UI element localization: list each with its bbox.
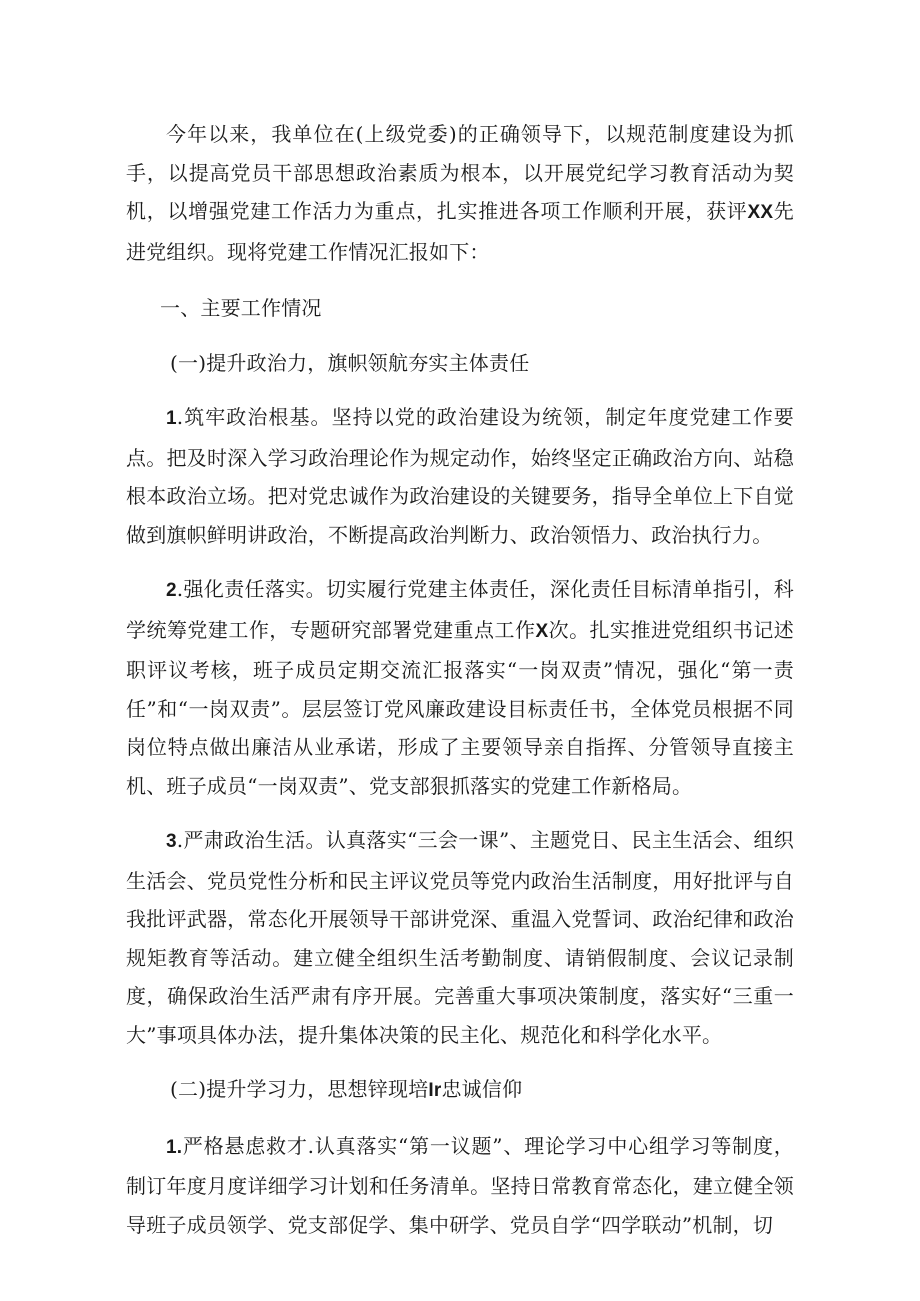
item-text-part1: .强化责任落实。切实履行党建主体责任，深化责任目标清单指引，科学统筹党建工作，专题研究部署党建重点工作 (126, 577, 794, 642)
intro-text-part2: 先进党组织。现将党建工作情况汇报如下： (126, 199, 794, 264)
intro-paragraph (126, 115, 794, 271)
item-paragraph-4 (126, 1127, 794, 1245)
subsection-text-part1: (二)提升学习力，思想锌现培 (170, 1077, 429, 1101)
subsection-heading-political: (一)提升政治力，旗帜领航夯实主体责任 (170, 350, 530, 375)
item-paragraph-1 (126, 398, 794, 554)
subsection-heading-learning (126, 1070, 794, 1111)
item-paragraph-3 (126, 821, 794, 1054)
section-heading-main-work: 一、主要工作情况 (160, 296, 322, 320)
item-text: 严格悬虑救才.认真落实“第一议题”、理论学习中心组学习等制度，制订年度月度详细学习计划和任务清单。坚持日常教育常态化，建立健全领导班子成员领学、党支部促学、集中研学、党员自学“四学联动”机制，切 (126, 1133, 794, 1237)
item-text-part2: 次。扎实推进党组织书记述职评议考核，班子成员定期交流汇报落实“一岗双责”情况，强化“第一责任”和“一岗双责”。层层签订党风廉政建设目标责任书，全体党员根据不同岗位特点做出廉洁从业承诺，形成了主要领导亲自指挥、分管领导直接主机、班子成员“一岗双责”、党支部狠抓落实的党建工作新格局。 (126, 617, 794, 798)
item-number: 1. (166, 1136, 183, 1158)
intro-placeholder-bold: XX (747, 202, 774, 223)
intro-text-part1: 今年以来，我单位在(上级党委)的正确领导下，以规范制度建设为抓手，以提高党员干部思想政治素质为根本，以开展党纪学习教育活动为契机，以增强党建工作活力为重点，扎实推进各项工作顺利开展，获评 (126, 122, 794, 223)
subsection-text-part2: 忠诚信仰 (441, 1077, 523, 1101)
item-paragraph-2 (126, 570, 794, 805)
document-body (126, 115, 794, 1244)
subsection-bold: Ir (428, 1080, 442, 1101)
item-number: 2 (166, 580, 177, 601)
item-number: 3 (166, 831, 177, 852)
item-number: 1 (166, 408, 177, 429)
item-placeholder-bold: X (535, 620, 549, 642)
item-text: .筑牢政治根基。坚持以党的政治建设为统领，制定年度党建工作要点。把及时深入学习政治理论作为规定动作，始终坚定正确政治方向、站稳根本政治立场。把对党忠诚作为政治建设的关键要务，指导全单位上下自觉做到旗帜鲜明讲政治，不断提高政治判断力、政治领悟力、政治执行力。 (126, 405, 794, 547)
item-text: .严肃政治生活。认真落实“三会一课”、主题党日、民主生活会、组织生活会、党员党性分析和民主评议党员等党内政治生活制度，用好批评与自我批评武器，常态化开展领导干部讲党深、重温入党誓词、政治纪律和政治规矩教育等活动。建立健全组织生活考勤制度、请销假制度、会议记录制度，确保政治生活严肃有序开展。完善重大事项决策制度，落实好“三重一大”事项具体办法，提升集体决策的民主化、规范化和科学化水平。 (126, 828, 794, 1047)
